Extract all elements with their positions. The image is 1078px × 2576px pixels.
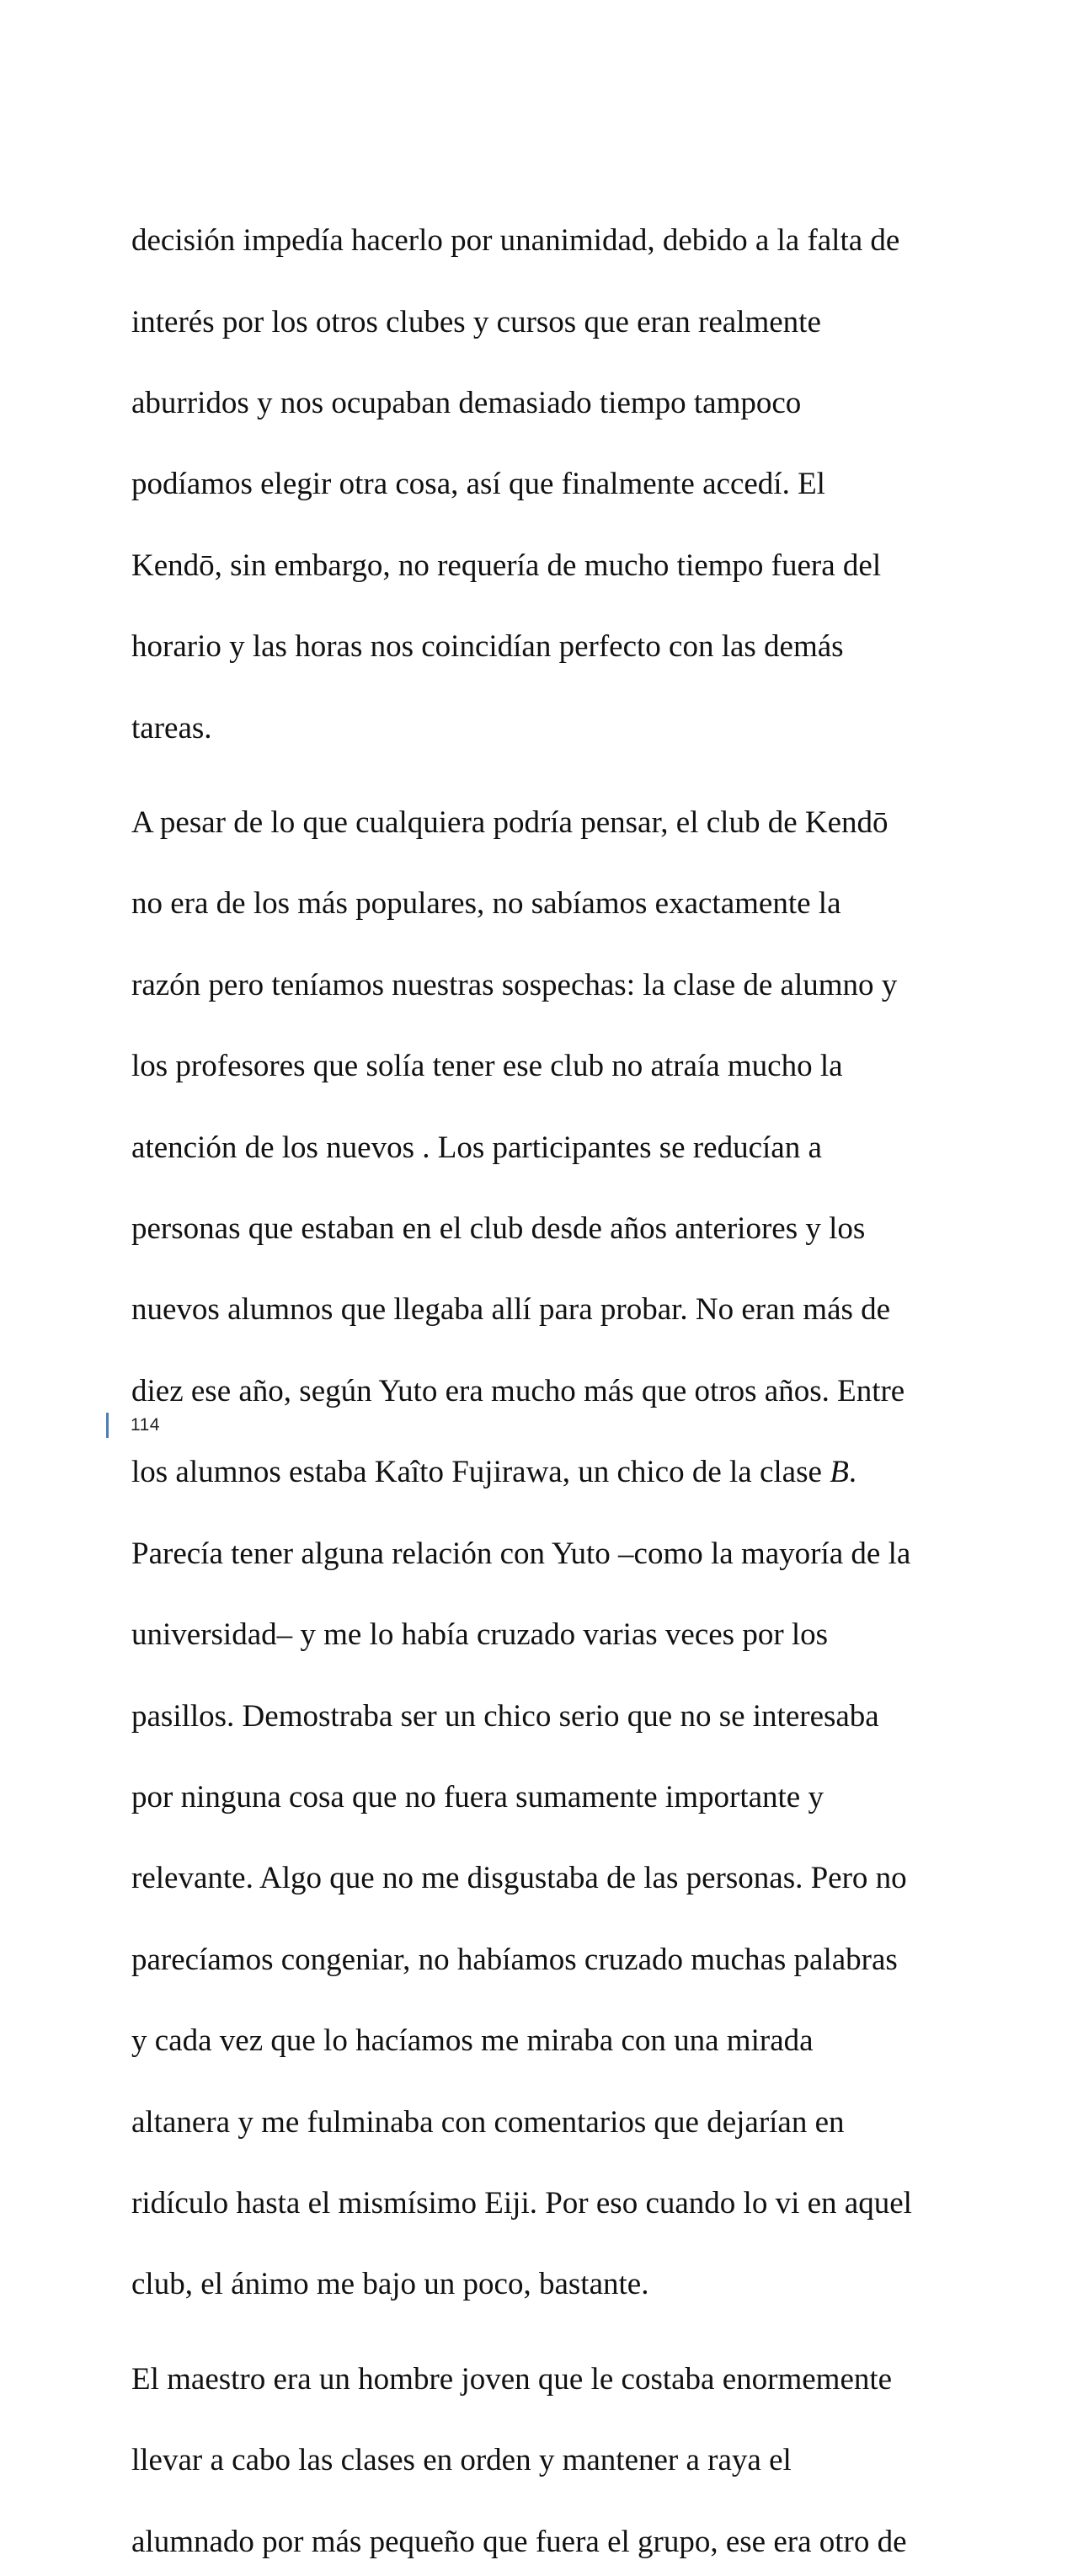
- text-line: club, el ánimo me bajo un poco, bastante.: [131, 2267, 649, 2302]
- text-line: tareas.: [131, 710, 212, 746]
- text-line: parecíamos congeniar, no habíamos cruzado muchas palabras: [131, 1942, 898, 1977]
- text-line: altanera y me fulminaba con comentarios que dejarían en: [131, 2104, 845, 2140]
- page-number: 114: [131, 1415, 160, 1435]
- text-line: decisión impedía hacerlo por unanimidad, debido a la falta de: [131, 223, 900, 259]
- text-line-suffix: .: [848, 1455, 857, 1490]
- page-footer: [106, 1410, 160, 1440]
- text-line: atención de los nuevos . Los participantes se reducían a: [131, 1130, 822, 1165]
- footer-accent-rule: [106, 1413, 109, 1438]
- text-line: diez ese año, según Yuto era mucho más que otros años. Entre: [131, 1373, 905, 1408]
- text-line: los profesores que solía tener ese club no atraía mucho la: [131, 1049, 843, 1084]
- text-line: razón pero teníamos nuestras sospechas: la clase de alumno y: [131, 967, 898, 1002]
- text-line: no era de los más populares, no sabíamos exactamente la: [131, 886, 841, 922]
- paragraph-3: [131, 2319, 974, 2563]
- text-line: universidad– y me lo había cruzado varias veces por los: [131, 1617, 829, 1653]
- text-line: pasillos. Demostraba ser un chico serio que no se interesaba: [131, 1698, 879, 1734]
- class-letter: B: [830, 1455, 849, 1490]
- text-line: y cada vez que lo hacíamos me miraba con una mirada: [131, 2023, 814, 2059]
- text-line: podíamos elegir otra cosa, así que finalmente accedí. El: [131, 467, 825, 502]
- text-line: alumnado por más pequeño que fuera el grupo, ese era otro de: [131, 2524, 907, 2559]
- paragraph-1: [131, 180, 974, 749]
- paragraph-2: [131, 762, 974, 2306]
- text-line: Kendō, sin embargo, no requería de mucho tiempo fuera del: [131, 548, 882, 583]
- text-line: interés por los otros clubes y cursos que eran realmente: [131, 304, 821, 339]
- text-line: El maestro era un hombre joven que le costaba enormemente: [131, 2361, 893, 2397]
- text-line: Parecía tener alguna relación con Yuto –como la mayoría de la: [131, 1536, 911, 1571]
- text-line: nuevos alumnos que llegaba allí para probar. No eran más de: [131, 1292, 891, 1328]
- text-line: llevar a cabo las clases en orden y mantener a raya el: [131, 2443, 792, 2478]
- text-line-prefix: los alumnos estaba Kaîto Fujirawa, un chico de la clase: [131, 1455, 830, 1490]
- text-line: ridículo hasta el mismísimo Eiji. Por eso cuando lo vi en aquel: [131, 2185, 912, 2221]
- text-line: aburridos y nos ocupaban demasiado tiempo tampoco: [131, 386, 802, 421]
- body-text: [131, 180, 974, 2576]
- text-line: horario y las horas nos coincidían perfecto con las demás: [131, 629, 844, 665]
- text-line: A pesar de lo que cualquiera podría pensar, el club de Kendō: [131, 805, 889, 841]
- text-line: relevante. Algo que no me disgustaba de las personas. Pero no: [131, 1861, 907, 1896]
- text-line: por ninguna cosa que no fuera sumamente importante y: [131, 1779, 824, 1814]
- text-line: personas que estaban en el club desde años anteriores y los: [131, 1211, 866, 1247]
